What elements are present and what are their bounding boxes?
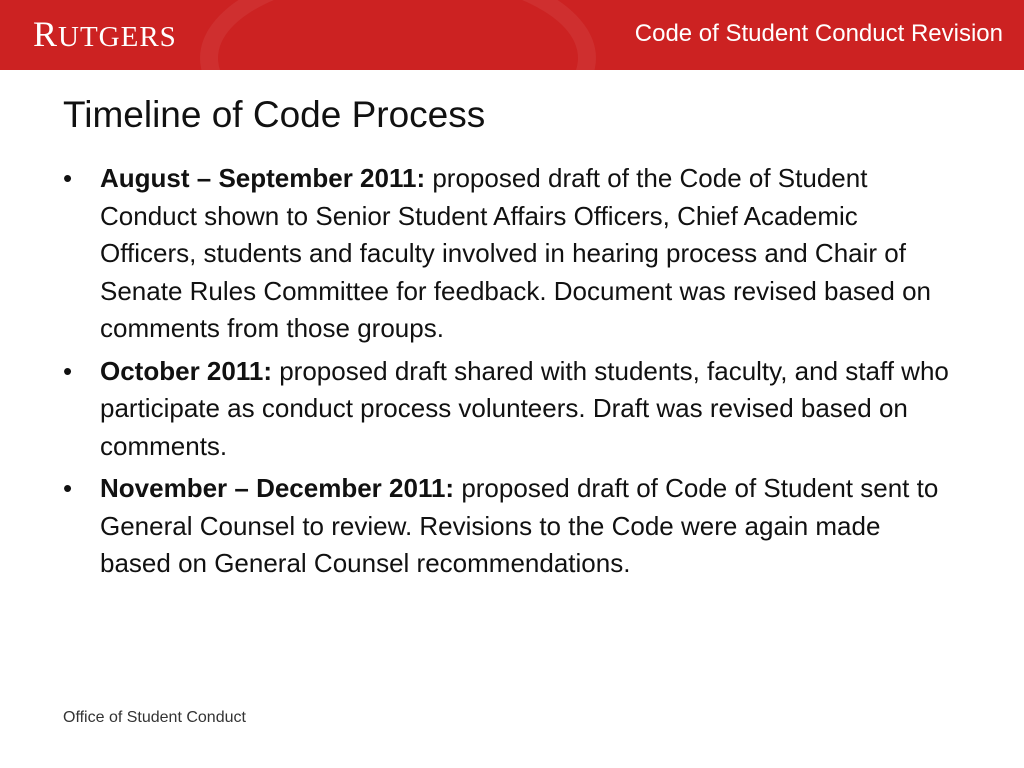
bullet-text: proposed draft shared with students, faculty, and staff who participate as conduct process volunteers. Draft was revised based on comments. bbox=[100, 355, 949, 461]
bullet-item-august-september bbox=[63, 160, 953, 348]
header-bar bbox=[0, 0, 1024, 70]
header-title: Code of Student Conduct Revision bbox=[634, 20, 1003, 47]
bullet-text: proposed draft of Code of Student sent to General Counsel to review. Revisions to the Code were again made based on General Counsel recommendations. bbox=[100, 473, 939, 578]
slide-title: Timeline of Code Process bbox=[63, 94, 486, 135]
bullet-icon: • bbox=[63, 355, 73, 386]
timeline-bullet-list bbox=[63, 160, 953, 588]
bullet-date-label: August – September 2011: bbox=[100, 163, 426, 193]
logo-initial: R bbox=[33, 14, 59, 54]
rutgers-logo bbox=[33, 14, 177, 57]
footer-text: Office of Student Conduct bbox=[63, 709, 246, 726]
bullet-item-october bbox=[63, 353, 953, 466]
bullet-icon: • bbox=[63, 473, 73, 503]
bullet-date-label: October 2011: bbox=[100, 355, 272, 386]
bullet-icon: • bbox=[63, 163, 73, 193]
logo-rest: UTGERS bbox=[58, 21, 177, 53]
bullet-date-label: November – December 2011: bbox=[100, 473, 455, 503]
bullet-text: proposed draft of the Code of Student Conduct shown to Senior Student Affairs Officers, Chief Academic Officers, students and faculty involved in hearing process and Chair of Senate Rules Committee for feedback. Document was revised based on comments from those groups. bbox=[100, 163, 931, 343]
bullet-item-november-december bbox=[63, 470, 953, 583]
